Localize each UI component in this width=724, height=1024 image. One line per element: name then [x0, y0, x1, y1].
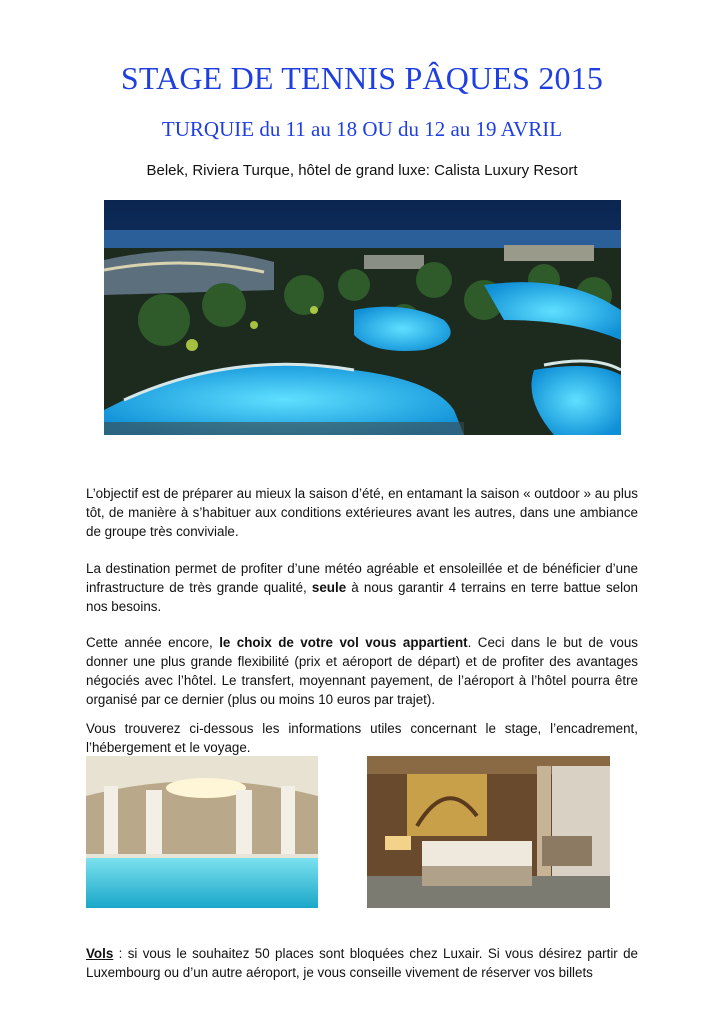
paragraph-destination-bold: seule	[311, 580, 347, 596]
paragraph-destination-text-1: La destination permet de profiter d’une météo agréable et ensoleillée et de bénéficier d’une infrastructure de très grande qualité,	[86, 561, 638, 596]
page-title: STAGE DE TENNIS PÂQUES 2015	[120, 60, 604, 96]
indoor-pool-photo	[86, 756, 318, 908]
location-line: Belek, Riviera Turque, hôtel de grand luxe: Calista Luxury Resort	[146, 162, 578, 179]
paragraph-destination-text-2: à nous garantir 4 terrains en terre battue selon nos besoins.	[86, 580, 639, 615]
flights-text: : si vous le souhaitez 50 places sont bloquées chez Luxair. Si vous désirez partir de Luxembourg ou d’un autre aéroport, je vous conseille vivement de réserver vos billets	[86, 946, 638, 981]
paragraph-flight-choice	[86, 633, 638, 709]
page-subtitle: TURQUIE du 11 au 18 OU du 12 au 19 AVRIL	[161, 117, 563, 141]
indoor-pool-illustration	[86, 756, 318, 908]
hotel-room-illustration	[367, 756, 610, 908]
hotel-room-photo	[367, 756, 610, 908]
paragraph-info: Vous trouverez ci-dessous les informations utiles concernant le stage, l’encadrement, l’hébergement et le voyage.	[86, 721, 638, 756]
paragraph-objective: L’objectif est de préparer au mieux la saison d’été, en entamant la saison « outdoor » au plus tôt, de manière à s’habituer aux conditions extérieures avant les autres, dans une ambiance de groupe très conviviale.	[86, 486, 638, 540]
paragraph-destination	[86, 559, 638, 616]
paragraph-flight-choice-text-1: Cette année encore,	[86, 635, 220, 651]
resort-photo-illustration	[104, 200, 621, 435]
paragraph-flights	[86, 944, 638, 982]
paragraph-flight-choice-bold: le choix de votre vol vous appartient	[219, 635, 468, 651]
resort-photo	[104, 200, 621, 435]
paragraph-flight-choice-text-2: . Ceci dans le but de vous donner une plus grande flexibilité (prix et aéroport de départ) et de profiter des avantages négociés avec l’hôtel. Le transfert, moyennant payement, de l’aéroport à l’hôtel pourra être organisé par ce dernier (plus ou moins 10 euros par trajet).	[86, 635, 638, 708]
flights-label: Vols	[86, 946, 114, 962]
